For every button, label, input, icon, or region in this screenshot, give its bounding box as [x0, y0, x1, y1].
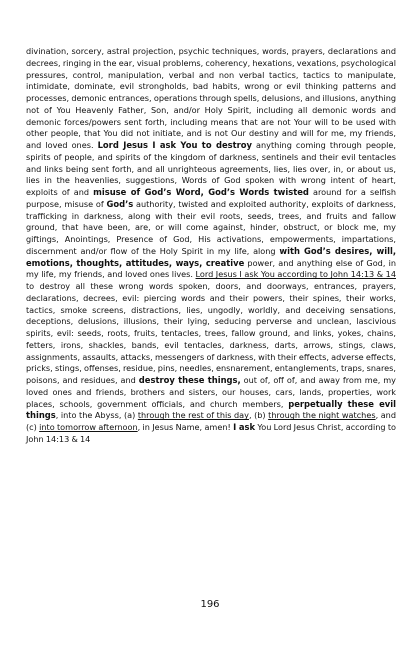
text-segment: divination, sorcery, astral projection, psychic techniques, words, prayers, declarations and decrees, ringing in the ear, visual problems, coherency, hexations, vexations, psychological pressures, control, manipulation, verbal and non verbal tactics, tactics to manipulate, intimidate, dominate, evil strongholds, bad habits, wrong or evil thinking patterns and processes, demonic entrances, operations through spells, delusions, and illusions, anything not of You Heavenly Father, Son, and/or Holy Spirit, including all demonic words and demonic forces/powers sent forth, including means that are not Your will to be used with other people, that You did not initiate, and is not Our destiny and will for me, my friends, and loved ones.: [26, 46, 396, 150]
text-segment: , in Jesus Name, amen!: [137, 422, 234, 432]
text-segment: , into the Abyss, (a): [55, 410, 138, 421]
bold-text-segment: I ask: [233, 422, 256, 432]
underlined-text-segment: through the night watches: [268, 410, 376, 421]
bold-text-segment: Lord Jesus I ask You to destroy: [97, 140, 252, 150]
bold-text-segment: misuse of God’s Word, God’s Words twisted: [93, 187, 309, 197]
underlined-text-segment: through the rest of this day: [137, 410, 249, 421]
text-segment: around for a selfish purpose, misuse of: [26, 187, 396, 209]
text-segment: anything coming through people, spirits of people, and spirits of the kingdom of darkness, sentinels and their evil tentacles and links being sent forth, and all unrighteous agreements, lies, lies over, in, or about us, lies in the heavenlies, suggestions, Words of God spoken with wrong intent of heart, exploits of and: [26, 140, 396, 197]
bold-text-segment: destroy these things,: [138, 375, 241, 385]
bold-text-segment: perpetually these evil things: [26, 398, 396, 421]
text-segment: , and (c): [26, 410, 396, 432]
bold-text-segment: God’s: [106, 198, 134, 209]
text-segment: authority, twisted and exploited authority, exploits of darkness, trafficking in darkness, along with their evil roots, seeds, trees, and fruits and fallow ground, that have been, are, or will come against, hinder, obstruct, or block me, my giftings, Anointings, Presence of God, His activations, empowerments, impartations, discernment and/or flow of the Holy Spirit in my life, along: [26, 198, 396, 256]
text-segment: to destroy all these wrong words spoken, doors, and doorways, entrances, prayers, declarations, decrees, evil: piercing words and their powers, their spines, their works, tactics, smoke screens, distractions, lies, ungodly, worldly, and deceiving sensations, deceptions, delusions, illusions, their lying, seducing perverse and unclean, lascivious spirits, evil: seeds, roots, fruits, tentacles, trees, fallow ground, and links, yokes, chains, fetters, irons, shackles, bands, evil tentacles, darkness, darts, arrows, stings, claws, assignments, assaults, attacks, messengers of darkness, with their effects, adverse effects, pricks, stings, offenses, residue, pins, needles, ensnarement, entanglements, traps, snares, poisons, and residues, and: [26, 281, 396, 385]
body-text: [26, 46, 396, 446]
bold-text-segment: with God’s desires, will, emotions, thoughts, attitudes, ways, creative: [26, 245, 397, 268]
text-segment: You Lord Jesus Christ, according to John 14:13 & 14: [26, 422, 396, 444]
underlined-text-segment: into tomorrow afternoon: [39, 422, 138, 432]
text-segment: power, and anything else of God, in my life, my friends, and loved ones lives.: [26, 257, 396, 280]
text-segment: , (b): [248, 410, 269, 421]
page-number: 196: [200, 599, 220, 610]
underlined-text-segment: Lord Jesus I ask You according to John 14:13 & 14: [195, 269, 396, 280]
text-segment: out of, off of, and away from me, my loved ones and friends, brothers and sisters, our houses, cars, lands, properties, work places, schools, government officials, and church members,: [26, 375, 396, 409]
